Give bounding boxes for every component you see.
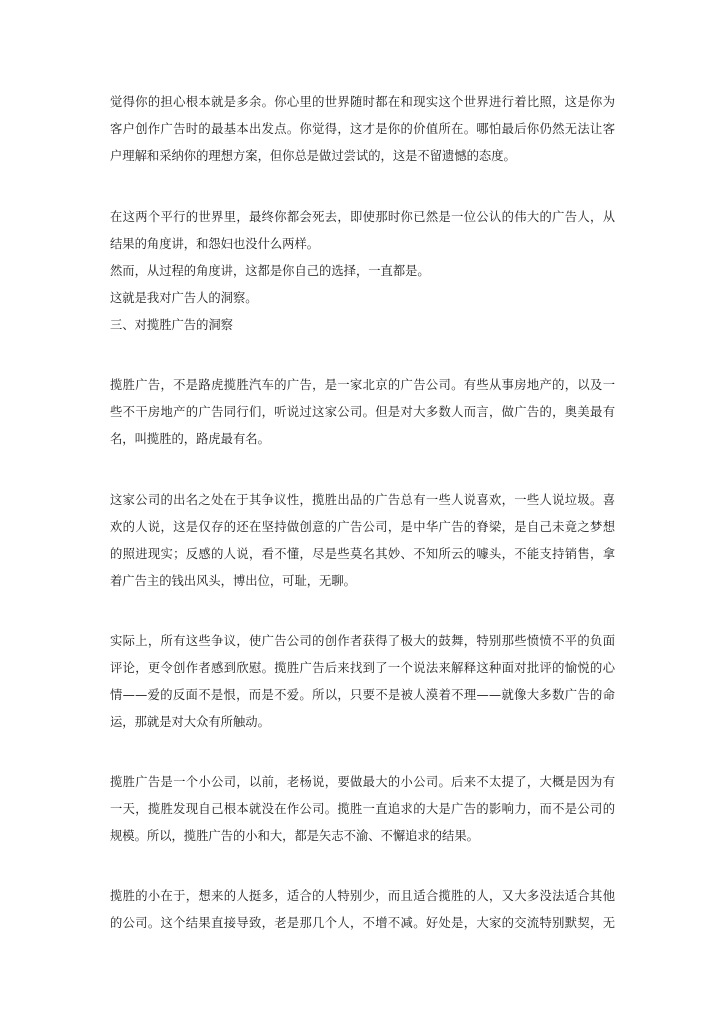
paragraph-7-line-3: 情——爱的反面不是恨，而是不爱。所以，只要不是被人漠着不理——就像大多数广告的命 — [110, 688, 615, 702]
paragraph-6-line-1: 这家公司的出名之处在于其争议性，揽胜出品的广告总有一些人说喜欢，一些人说垃圾。喜 — [110, 493, 615, 507]
paragraph-5-line-3: 名，叫揽胜的，路虎最有名。 — [110, 432, 270, 446]
paragraph-7-line-2: 评论，更令创作者感到欣慰。揽胜广告后来找到了一个说法来解释这种面对批评的愉悦的心 — [110, 661, 615, 675]
paragraph-8-line-3: 规模。所以，揽胜广告的小和大，都是矢志不渝、不懈追求的结果。 — [110, 829, 479, 843]
paragraph-8-line-2: 一天，揽胜发现自己根本就没在作公司。揽胜一直追求的大是广告的影响力，而不是公司的 — [110, 802, 615, 816]
paragraph-7-line-4: 运，那就是对大众有所触动。 — [110, 715, 270, 729]
paragraph-1-line-2: 客户创作广告时的最基本出发点。你觉得，这才是你的价值所在。哪怕最后你仍然无法让客 — [110, 122, 615, 136]
paragraph-7-line-1: 实际上，所有这些争议，使广告公司的创作者获得了极大的鼓舞，特别那些愤愤不平的负面 — [110, 634, 615, 648]
paragraph-5-line-2: 些不干房地产的广告同行们，听说过这家公司。但是对大多数人而言，做广告的，奥美最有 — [110, 405, 615, 419]
paragraph-8-line-1: 揽胜广告是一个小公司，以前，老杨说，要做最大的小公司。后来不太提了，大概是因为有 — [110, 775, 615, 789]
paragraph-6-line-4: 着广告主的钱出风头，博出位，可耻，无聊。 — [110, 574, 356, 588]
paragraph-6-line-3: 的照进现实；反感的人说，看不懂，尽是些莫名其妙、不知所云的噱头，不能支持销售，拿 — [110, 547, 615, 561]
paragraph-1-line-3: 户理解和采纳你的理想方案，但你总是做过尝试的，这是不留遗憾的态度。 — [110, 149, 516, 163]
paragraph-6-line-2: 欢的人说，这是仅存的还在坚持做创意的广告公司，是中华广告的脊梁，是自己未竟之梦想 — [110, 520, 615, 534]
section-heading: 三、对揽胜广告的洞察 — [110, 318, 233, 332]
paragraph-4-line-1: 这就是我对广告人的洞察。 — [110, 291, 258, 305]
paragraph-5-line-1: 揽胜广告，不是路虎揽胜汽车的广告，是一家北京的广告公司。有些从事房地产的，以及一 — [110, 378, 615, 392]
paragraph-9-line-2: 的公司。这个结果直接导致，老是那几个人，不增不减。好处是，大家的交流特别默契，无 — [110, 916, 615, 930]
paragraph-3-line-1: 然而，从过程的角度讲，这都是你自己的选择，一直都是。 — [110, 264, 430, 278]
paragraph-2-line-1: 在这两个平行的世界里，最终你都会死去，即使那时你已然是一位公认的伟大的广告人，从 — [110, 210, 615, 224]
paragraph-9-line-1: 揽胜的小在于，想来的人挺多，适合的人特别少，而且适合揽胜的人，又大多没法适合其他 — [110, 889, 615, 903]
paragraph-1-line-1: 觉得你的担心根本就是多余。你心里的世界随时都在和现实这个世界进行着比照，这是你为 — [110, 95, 615, 109]
paragraph-2-line-2: 结果的角度讲，和怨妇也没什么两样。 — [110, 237, 320, 251]
